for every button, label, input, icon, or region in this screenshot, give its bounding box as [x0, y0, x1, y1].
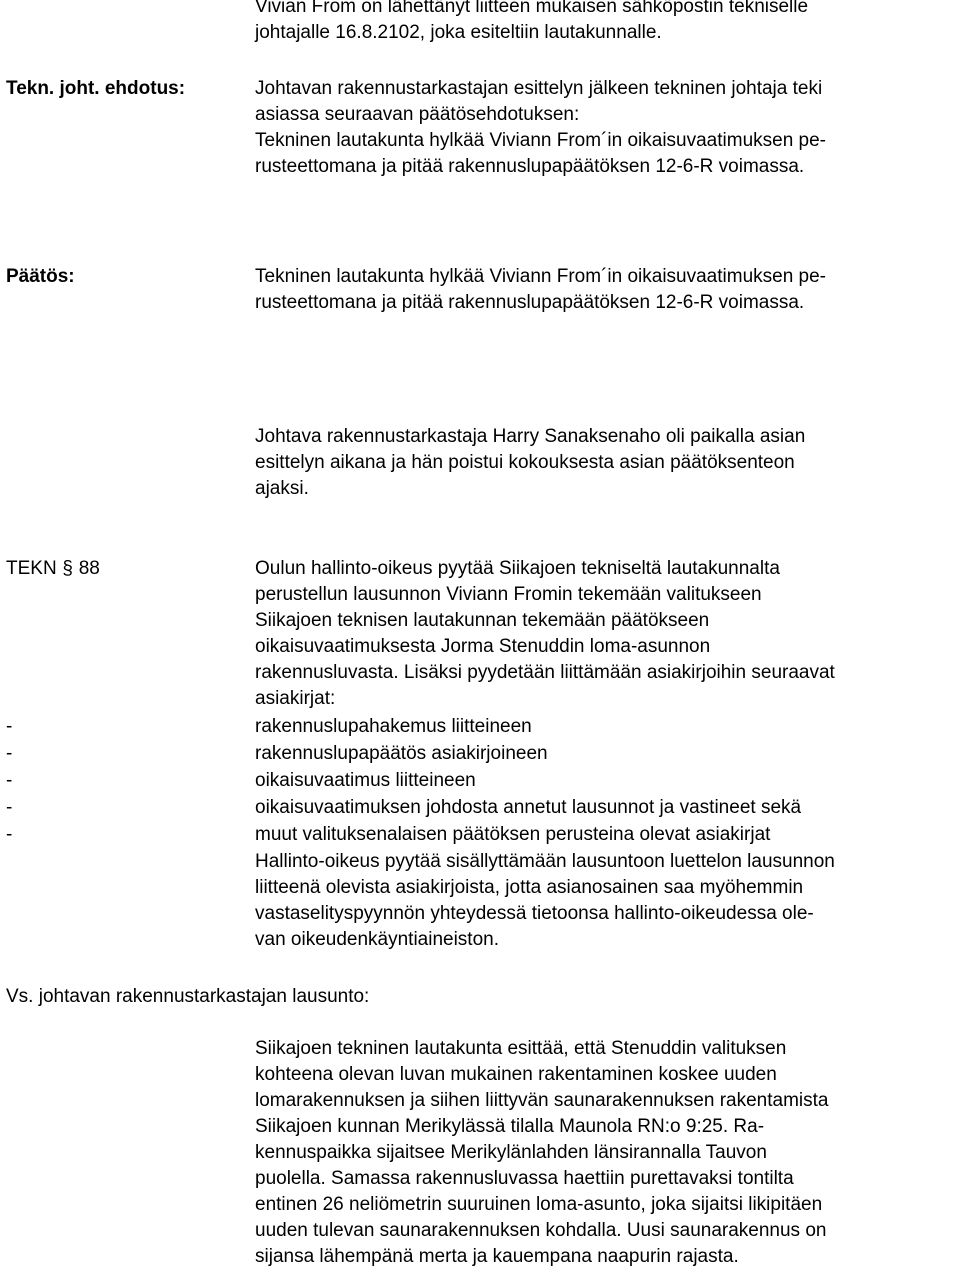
bullet-marker: - [6, 743, 13, 764]
body-line: Oulun hallinto-oikeus pyytää Siikajoen tekniseltä lautakunnalta [255, 558, 780, 579]
bullet-item: oikaisuvaatimus liitteineen [255, 770, 476, 791]
intro-line: johtajalle 16.8.2102, joka esiteltiin lautakunnalle. [255, 22, 662, 43]
proposal-line: rusteettomana ja pitää rakennuslupapäätöksen 12-6-R voimassa. [255, 156, 805, 177]
body-line: oikaisuvaatimuksesta Jorma Stenuddin loma-asunnon [255, 636, 711, 657]
decision-label: Päätös: [6, 266, 75, 287]
body-line: perustellun lausunnon Viviann Fromin tekemään valitukseen [255, 584, 762, 605]
statement-line: uuden tulevan saunarakennuksen kohdalla. Uusi saunarakennus on [255, 1220, 827, 1241]
note-line: ajaksi. [255, 478, 309, 499]
statement-heading: Vs. johtavan rakennustarkastajan lausunto: [6, 986, 370, 1007]
decision-line: Tekninen lautakunta hylkää Viviann From´in oikaisuvaatimuksen pe- [255, 266, 827, 287]
body-line: asiakirjat: [255, 688, 336, 709]
bullet-item: rakennuslupapäätös asiakirjoineen [255, 743, 548, 764]
proposal-label: Tekn. joht. ehdotus: [6, 78, 186, 99]
section-code [6, 556, 100, 583]
after-line: Hallinto-oikeus pyytää sisällyttämään lausuntoon luettelon lausunnon [255, 851, 835, 872]
statement-line: Siikajoen tekninen lautakunta esittää, että Stenuddin valituksen [255, 1038, 787, 1059]
body-line: Siikajoen teknisen lautakunnan tekemään päätökseen [255, 610, 710, 631]
bullet-item: muut valituksenalaisen päätöksen perusteina olevat asiakirjat [255, 824, 771, 845]
statement-line: kennuspaikka sijaitsee Merikylänlahden länsirannalla Tauvon [255, 1142, 767, 1163]
intro-line: Vivian From on lähettänyt liitteen mukaisen sähköpostin tekniselle [255, 0, 809, 17]
statement-line: Siikajoen kunnan Merikylässä tilalla Maunola RN:o 9:25. Ra- [255, 1116, 765, 1137]
decision-line: rusteettomana ja pitää rakennuslupapäätöksen 12-6-R voimassa. [255, 292, 805, 313]
bullet-marker: - [6, 770, 13, 791]
proposal-line: Johtavan rakennustarkastajan esittelyn jälkeen tekninen johtaja teki [255, 78, 823, 99]
after-line: vastaselityspyynnön yhteydessä tietoonsa hallinto-oikeudessa ole- [255, 903, 814, 924]
statement-line: puolella. Samassa rakennusluvassa haettiin purettavaksi tontilta [255, 1168, 794, 1189]
body-line: rakennusluvasta. Lisäksi pyydetään liittämään asiakirjoihin seuraavat [255, 662, 835, 683]
after-line: liitteenä olevista asiakirjoista, jotta asianosainen saa myöhemmin [255, 877, 804, 898]
bullet-item: oikaisuvaatimuksen johdosta annetut lausunnot ja vastineet sekä [255, 797, 802, 818]
note-line: Johtava rakennustarkastaja Harry Sanaksenaho oli paikalla asian [255, 426, 806, 447]
section-sign: § [62, 558, 73, 579]
statement-line: lomarakennuksen ja siihen liittyvän saunarakennuksen rakentamista [255, 1090, 829, 1111]
statement-line: entinen 26 neliömetrin suuruinen loma-asunto, joka sijaitsi likipitäen [255, 1194, 823, 1215]
bullet-item: rakennuslupahakemus liitteineen [255, 716, 532, 737]
proposal-line: asiassa seuraavan päätösehdotuksen: [255, 104, 580, 125]
proposal-line: Tekninen lautakunta hylkää Viviann From´in oikaisuvaatimuksen pe- [255, 130, 827, 151]
after-line: van oikeudenkäyntiaineiston. [255, 929, 500, 950]
bullet-marker: - [6, 716, 13, 737]
section-code-number: 88 [78, 558, 100, 579]
bullet-marker: - [6, 797, 13, 818]
statement-line: kohteena olevan luvan mukainen rakentaminen koskee uuden [255, 1064, 777, 1085]
statement-line: sijansa lähempänä merta ja kauempana naapurin rajasta. [255, 1246, 739, 1267]
bullet-marker: - [6, 824, 13, 845]
section-code-prefix: TEKN [6, 558, 57, 579]
note-line: esittelyn aikana ja hän poistui kokouksesta asian päätöksenteon [255, 452, 795, 473]
